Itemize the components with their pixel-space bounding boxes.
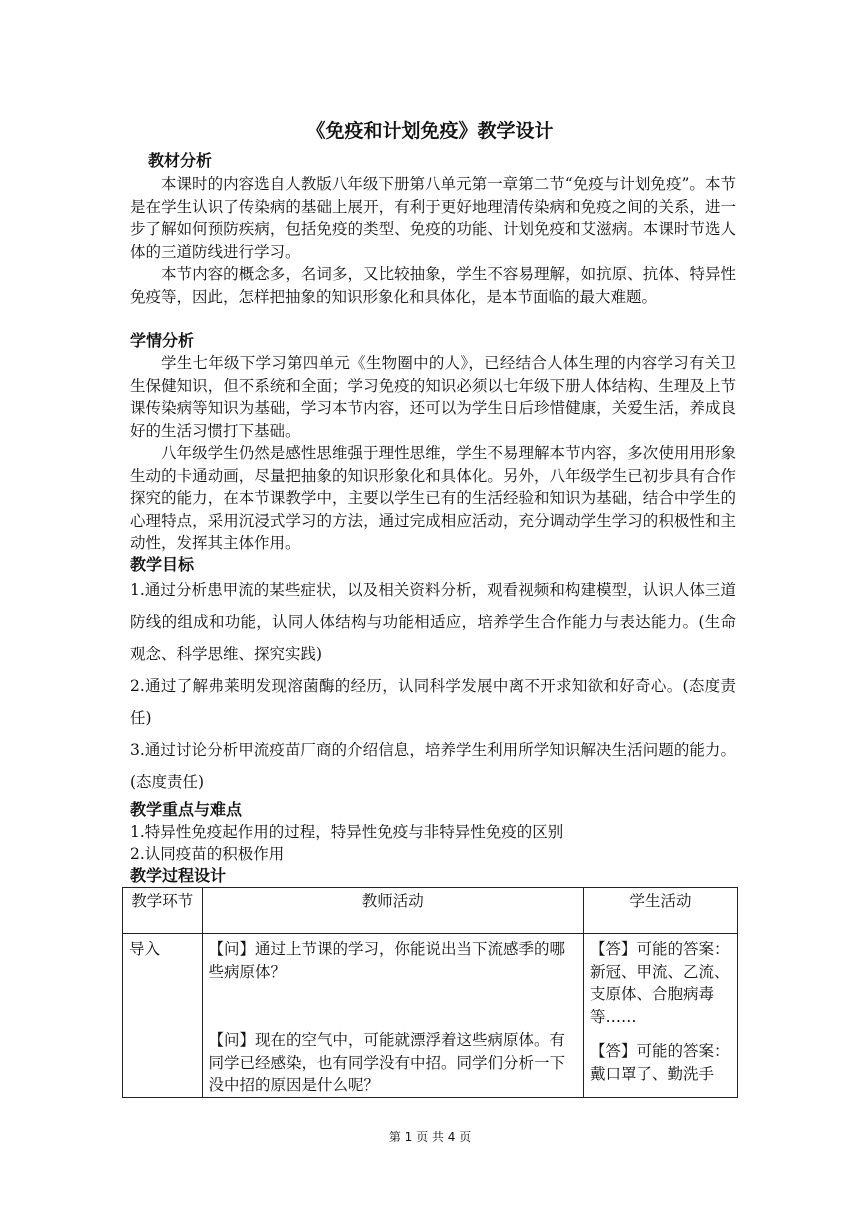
material-paragraph-1: 本课时的内容选自人教版八年级下册第八单元第一章第二节“免疫与计划免疫”。本节是在学生认识了传染病的基础上展开，有利于更好地理清传染病和免疫之间的关系，进一步了解如何预防疾病，包括免疫的类型、免疫的功能、计划免疫和艾滋病。本课时节选人体的三道防线进行学习。 bbox=[130, 175, 736, 261]
page-footer: 第 1 页 共 4 页 bbox=[388, 1130, 472, 1144]
table-header-teacher: 教师活动 bbox=[202, 888, 583, 934]
process-table bbox=[122, 887, 738, 1098]
student-paragraph-2: 八年级学生仍然是感性思维强于理性思维，学生不易理解本节内容，多次使用用形象生动的卡通动画，尽量把抽象的知识形象化和具体化。另外，八年级学生已初步具有合作探究的能力，在本节课教学中，主要以学生已有的生活经验和知识为基础，结合中学生的心理特点，采用沉浸式学习的方法，通过完成相应活动，充分调动学生学习的积极性和主动性，发挥其主体作用。 bbox=[130, 444, 736, 552]
teacher-question-1: 【问】通过上节课的学习，你能说出当下流感季的哪些病原体？ bbox=[208, 940, 566, 981]
table-header-student: 学生活动 bbox=[583, 888, 737, 934]
heading-material-analysis: 教材分析 bbox=[148, 151, 213, 170]
key-point-2: 2.认同疫苗的积极作用 bbox=[130, 845, 285, 863]
page-title: 《免疫和计划免疫》教学设计 bbox=[306, 120, 554, 142]
table-row bbox=[123, 934, 738, 1098]
heading-process-design: 教学过程设计 bbox=[130, 866, 227, 885]
teacher-question-2: 【问】现在的空气中，可能就漂浮着这些病原体。有同学已经感染，也有同学没有中招。同学们分析一下没中招的原因是什么呢？ bbox=[208, 1031, 566, 1094]
student-answer-1: 【答】可能的答案：新冠、甲流、乙流、支原体、合胞病毒等…… bbox=[589, 940, 730, 1026]
heading-student-analysis: 学情分析 bbox=[130, 331, 195, 350]
cell-stage: 导入 bbox=[123, 934, 203, 1098]
student-answer-2: 【答】可能的答案：戴口罩了、勤洗手 bbox=[589, 1042, 730, 1083]
goal-item-3: 3.通过讨论分析甲流疫苗厂商的介绍信息，培养学生利用所学知识解决生活问题的能力。(态度责任) bbox=[130, 741, 736, 791]
heading-key-points: 教学重点与难点 bbox=[130, 800, 243, 819]
student-paragraph-1: 学生七年级下学习第四单元《生物圈中的人》，已经结合人体生理的内容学习有关卫生保健知识，但不系统和全面；学习免疫的知识必须以七年级下册人体结构、生理及上节课传染病等知识为基础，学习本节内容，还可以为学生日后珍惜健康，关爱生活，养成良好的生活习惯打下基础。 bbox=[130, 354, 736, 440]
goal-item-1: 1.通过分析患甲流的某些症状，以及相关资料分析，观看视频和构建模型，认识人体三道防线的组成和功能，认同人体结构与功能相适应，培养学生合作能力与表达能力。(生命观念、科学思维、探究实践) bbox=[130, 581, 736, 663]
cell-teacher-activity bbox=[202, 934, 583, 1098]
heading-teaching-goals: 教学目标 bbox=[130, 555, 195, 574]
table-header-stage: 教学环节 bbox=[123, 888, 203, 934]
key-point-1: 1.特异性免疫起作用的过程，特异性免疫与非特异性免疫的区别 bbox=[130, 823, 564, 841]
cell-student-activity bbox=[583, 934, 737, 1098]
goal-item-2: 2.通过了解弗莱明发现溶菌酶的经历，认同科学发展中离不开求知欲和好奇心。(态度责任) bbox=[130, 677, 736, 727]
material-paragraph-2: 本节内容的概念多，名词多，又比较抽象，学生不容易理解，如抗原、抗体、特异性免疫等，因此，怎样把抽象的知识形象化和具体化，是本节面临的最大难题。 bbox=[130, 265, 736, 306]
